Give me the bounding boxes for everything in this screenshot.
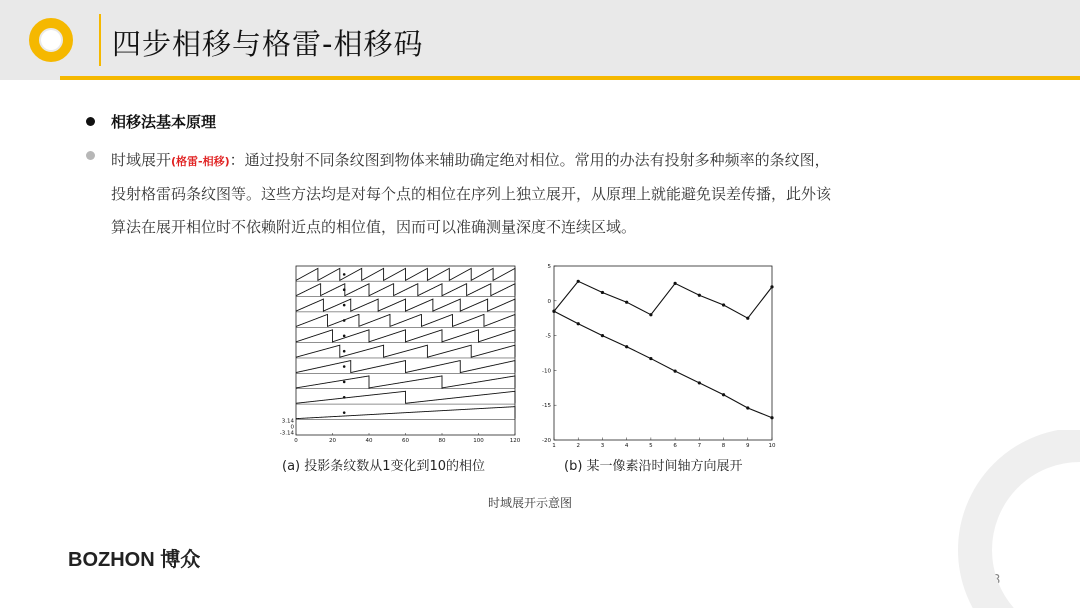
phase-series-line [296, 284, 515, 296]
wrapped-phase-line [554, 281, 772, 318]
phase-series-line [296, 407, 515, 419]
left-x-tick-label: 120 [509, 438, 521, 444]
phase-sample-point [343, 365, 346, 368]
right-y-tick-label: -20 [542, 438, 551, 444]
figure-caption-b: (b) 某一像素沿时间轴方向展开 [564, 459, 743, 474]
paragraph-line-3: 算法在展开相位时不依赖附近点的相位值，因而可以准确测量深度不连续区域。 [111, 218, 637, 236]
data-point [746, 317, 749, 320]
right-x-tick-label: 7 [697, 443, 702, 449]
paragraph-colon: ： [229, 151, 245, 169]
data-point [722, 393, 725, 396]
left-x-tick-label: 0 [294, 438, 298, 444]
paragraph-line-1 [111, 144, 991, 178]
title-separator [99, 14, 101, 66]
right-x-tick-label: 9 [746, 443, 750, 449]
paragraph-text-1: 通过投射不同条纹图到物体来辅助确定绝对相位。常用的办法有投射多种频率的条纹图， [244, 151, 830, 169]
right-y-tick-label: -10 [542, 368, 551, 375]
phase-series-line [296, 314, 515, 326]
left-x-tick-label: 60 [402, 438, 409, 444]
phase-sample-point [343, 304, 346, 307]
bullet-heading-icon [86, 117, 95, 126]
section-heading: 相移法基本原理 [111, 113, 217, 131]
phase-series-line [296, 391, 515, 403]
brand-logo: BOZHON 博众 [68, 549, 201, 571]
phase-series-line [296, 330, 515, 342]
paragraph-tag: (格雷-相移) [171, 155, 230, 168]
right-y-tick-label: -15 [542, 403, 551, 410]
decorative-arc-icon [940, 430, 1080, 608]
right-x-tick-label: 1 [552, 443, 556, 449]
left-y-tick-label: -3.14 [279, 430, 294, 437]
right-x-tick-label: 10 [768, 443, 776, 449]
data-point [625, 345, 628, 348]
data-point [625, 301, 628, 304]
left-x-tick-label: 20 [329, 438, 336, 444]
data-point [601, 334, 604, 337]
figure-caption: 时域展开示意图 [488, 496, 573, 510]
right-x-tick-label: 8 [721, 443, 726, 449]
data-point [746, 406, 749, 409]
paragraph-line-2: 投射格雷码条纹图等。这些方法均是对每个点的相位在序列上独立展开，从原理上就能避免误差传播，此外该 [111, 185, 832, 203]
phase-sample-point [343, 319, 346, 322]
page-title: 四步相移与格雷-相移码 [112, 27, 424, 61]
right-y-tick-label: -5 [545, 333, 551, 340]
data-point [698, 294, 701, 297]
data-point [649, 357, 652, 360]
right-x-tick-label: 6 [673, 443, 677, 449]
phase-series-line [296, 361, 515, 373]
right-x-tick-label: 3 [600, 443, 605, 449]
left-x-tick-label: 40 [365, 438, 373, 444]
data-point [649, 313, 652, 316]
data-point [577, 322, 580, 325]
left-y-tick-label: 0 [290, 424, 294, 431]
right-x-tick-label: 4 [624, 443, 629, 449]
unwrapped-phase-line [554, 311, 772, 417]
right-x-tick-label: 2 [576, 443, 580, 449]
data-point [601, 291, 604, 294]
phase-series-line [296, 268, 515, 280]
left-x-tick-label: 100 [473, 438, 484, 444]
paragraph-label: 时域展开 [111, 151, 172, 169]
right-y-tick-label: 0 [547, 298, 551, 305]
phase-sample-point [343, 335, 346, 338]
data-point [674, 369, 677, 372]
left-x-tick-label: 80 [438, 438, 446, 444]
phase-sample-point [343, 288, 346, 291]
left-y-tick-label: 3.14 [281, 418, 294, 425]
phase-sample-point [343, 273, 346, 276]
right-plot-frame [554, 266, 772, 440]
data-point [552, 310, 555, 313]
data-point [698, 381, 701, 384]
figure-caption-a: (a) 投影条纹数从1变化到10的相位 [282, 459, 486, 474]
data-point [577, 280, 580, 283]
data-point [674, 282, 677, 285]
data-point [770, 416, 773, 419]
page-number: 13 [984, 573, 1001, 588]
phase-series-line [296, 345, 515, 357]
time-domain-unwrapping-figure [272, 256, 792, 481]
header-accent-line [60, 76, 1080, 80]
paragraph [111, 144, 991, 244]
phase-sample-point [343, 350, 346, 353]
phase-sample-point [343, 381, 346, 384]
bullet-paragraph-icon [86, 151, 95, 160]
phase-sample-point [343, 411, 346, 414]
data-point [722, 303, 725, 306]
right-x-tick-label: 5 [649, 443, 653, 449]
phase-series-line [296, 299, 515, 311]
phase-sample-point [343, 396, 346, 399]
phase-series-line [296, 376, 515, 388]
logo-ring-icon [28, 17, 74, 63]
right-y-tick-label: 5 [547, 264, 551, 270]
data-point [770, 285, 773, 288]
